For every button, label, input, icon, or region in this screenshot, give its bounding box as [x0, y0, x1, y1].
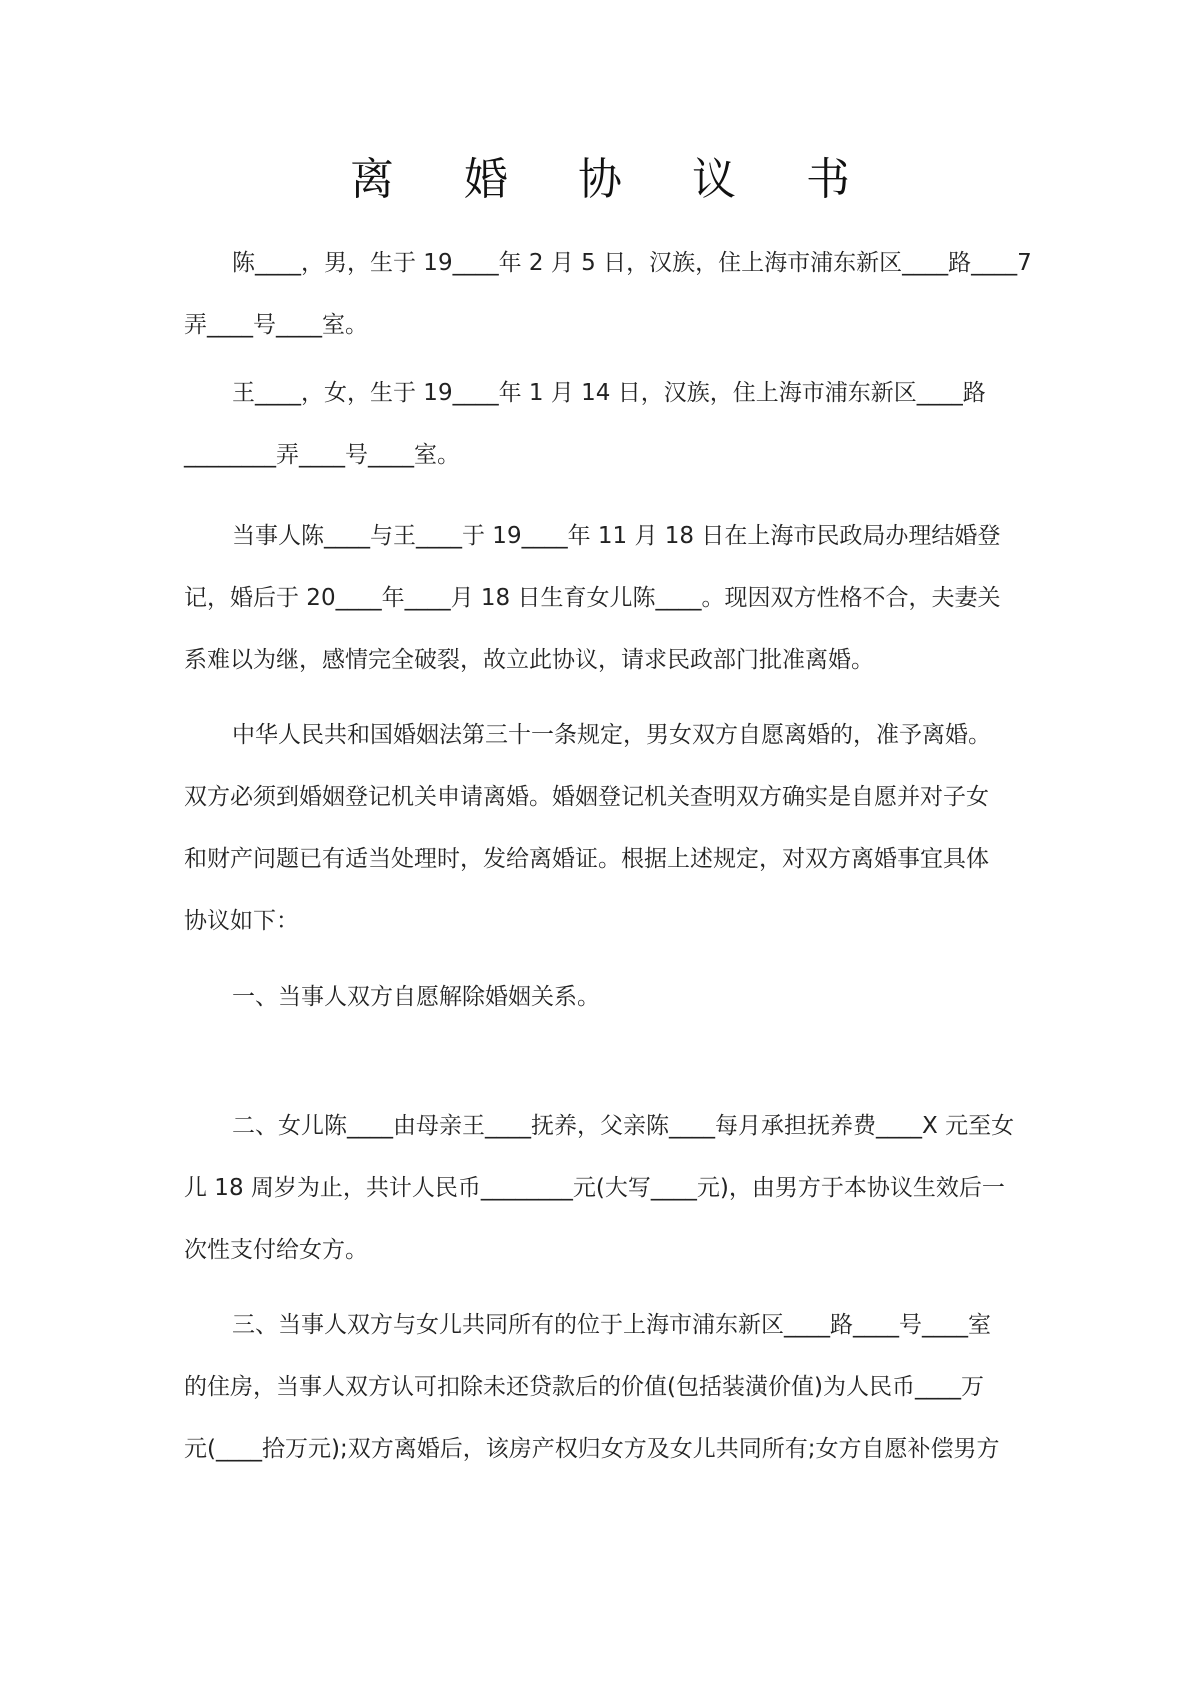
paragraph-line: 弄____号____室。: [184, 312, 368, 338]
paragraph-line: 双方必须到婚姻登记机关申请离婚。婚姻登记机关查明双方确实是自愿并对子女: [184, 784, 989, 810]
paragraph-line: 的住房，当事人双方认可扣除未还贷款后的价值(包括装潢价值)为人民币____万: [184, 1374, 984, 1400]
paragraph-line: 三、当事人双方与女儿共同所有的位于上海市浦东新区____路____号____室: [232, 1312, 991, 1338]
paragraph-line: 王____，女，生于 19____年 1 月 14 日，汉族，住上海市浦东新区____路: [232, 380, 986, 406]
document-title: 离 婚 协 议 书: [350, 154, 878, 205]
paragraph-line: 次性支付给女方。: [184, 1237, 368, 1263]
clause-two: [184, 1095, 1020, 1281]
clause-three: [184, 1294, 1020, 1480]
paragraph-party-female: [184, 362, 1020, 486]
paragraph-line: 陈____，男，生于 19____年 2 月 5 日，汉族，住上海市浦东新区____路____7: [232, 250, 1032, 276]
paragraph-line: 元(____拾万元);双方离婚后，该房产权归女方及女儿共同所有;女方自愿补偿男方: [184, 1436, 1000, 1462]
paragraph-line: 一、当事人双方自愿解除婚姻关系。: [232, 984, 600, 1010]
paragraph-marriage-facts: [184, 505, 1020, 691]
paragraph-line: 和财产问题已有适当处理时，发给离婚证。根据上述规定，对双方离婚事宜具体: [184, 846, 989, 872]
paragraph-line: 系难以为继，感情完全破裂，故立此协议，请求民政部门批准离婚。: [184, 647, 874, 673]
paragraph-line: ________弄____号____室。: [184, 442, 460, 468]
paragraph-line: 当事人陈____与王____于 19____年 11 月 18 日在上海市民政局办理结婚登: [232, 523, 1001, 549]
paragraph-line: 中华人民共和国婚姻法第三十一条规定，男女双方自愿离婚的，准予离婚。: [232, 722, 991, 748]
paragraph-line: 协议如下：: [184, 908, 299, 934]
paragraph-party-male: [184, 232, 1032, 356]
paragraph-line: 二、女儿陈____由母亲王____抚养，父亲陈____每月承担抚养费____X 元至女: [232, 1113, 1015, 1139]
clause-one: [184, 966, 1020, 1028]
paragraph-line: 记，婚后于 20____年____月 18 日生育女儿陈____。现因双方性格不合，夫妻关: [184, 585, 1001, 611]
paragraph-legal-basis: [184, 704, 1020, 952]
paragraph-line: 儿 18 周岁为止，共计人民币________元(大写____元)，由男方于本协议生效后一: [184, 1175, 1005, 1201]
